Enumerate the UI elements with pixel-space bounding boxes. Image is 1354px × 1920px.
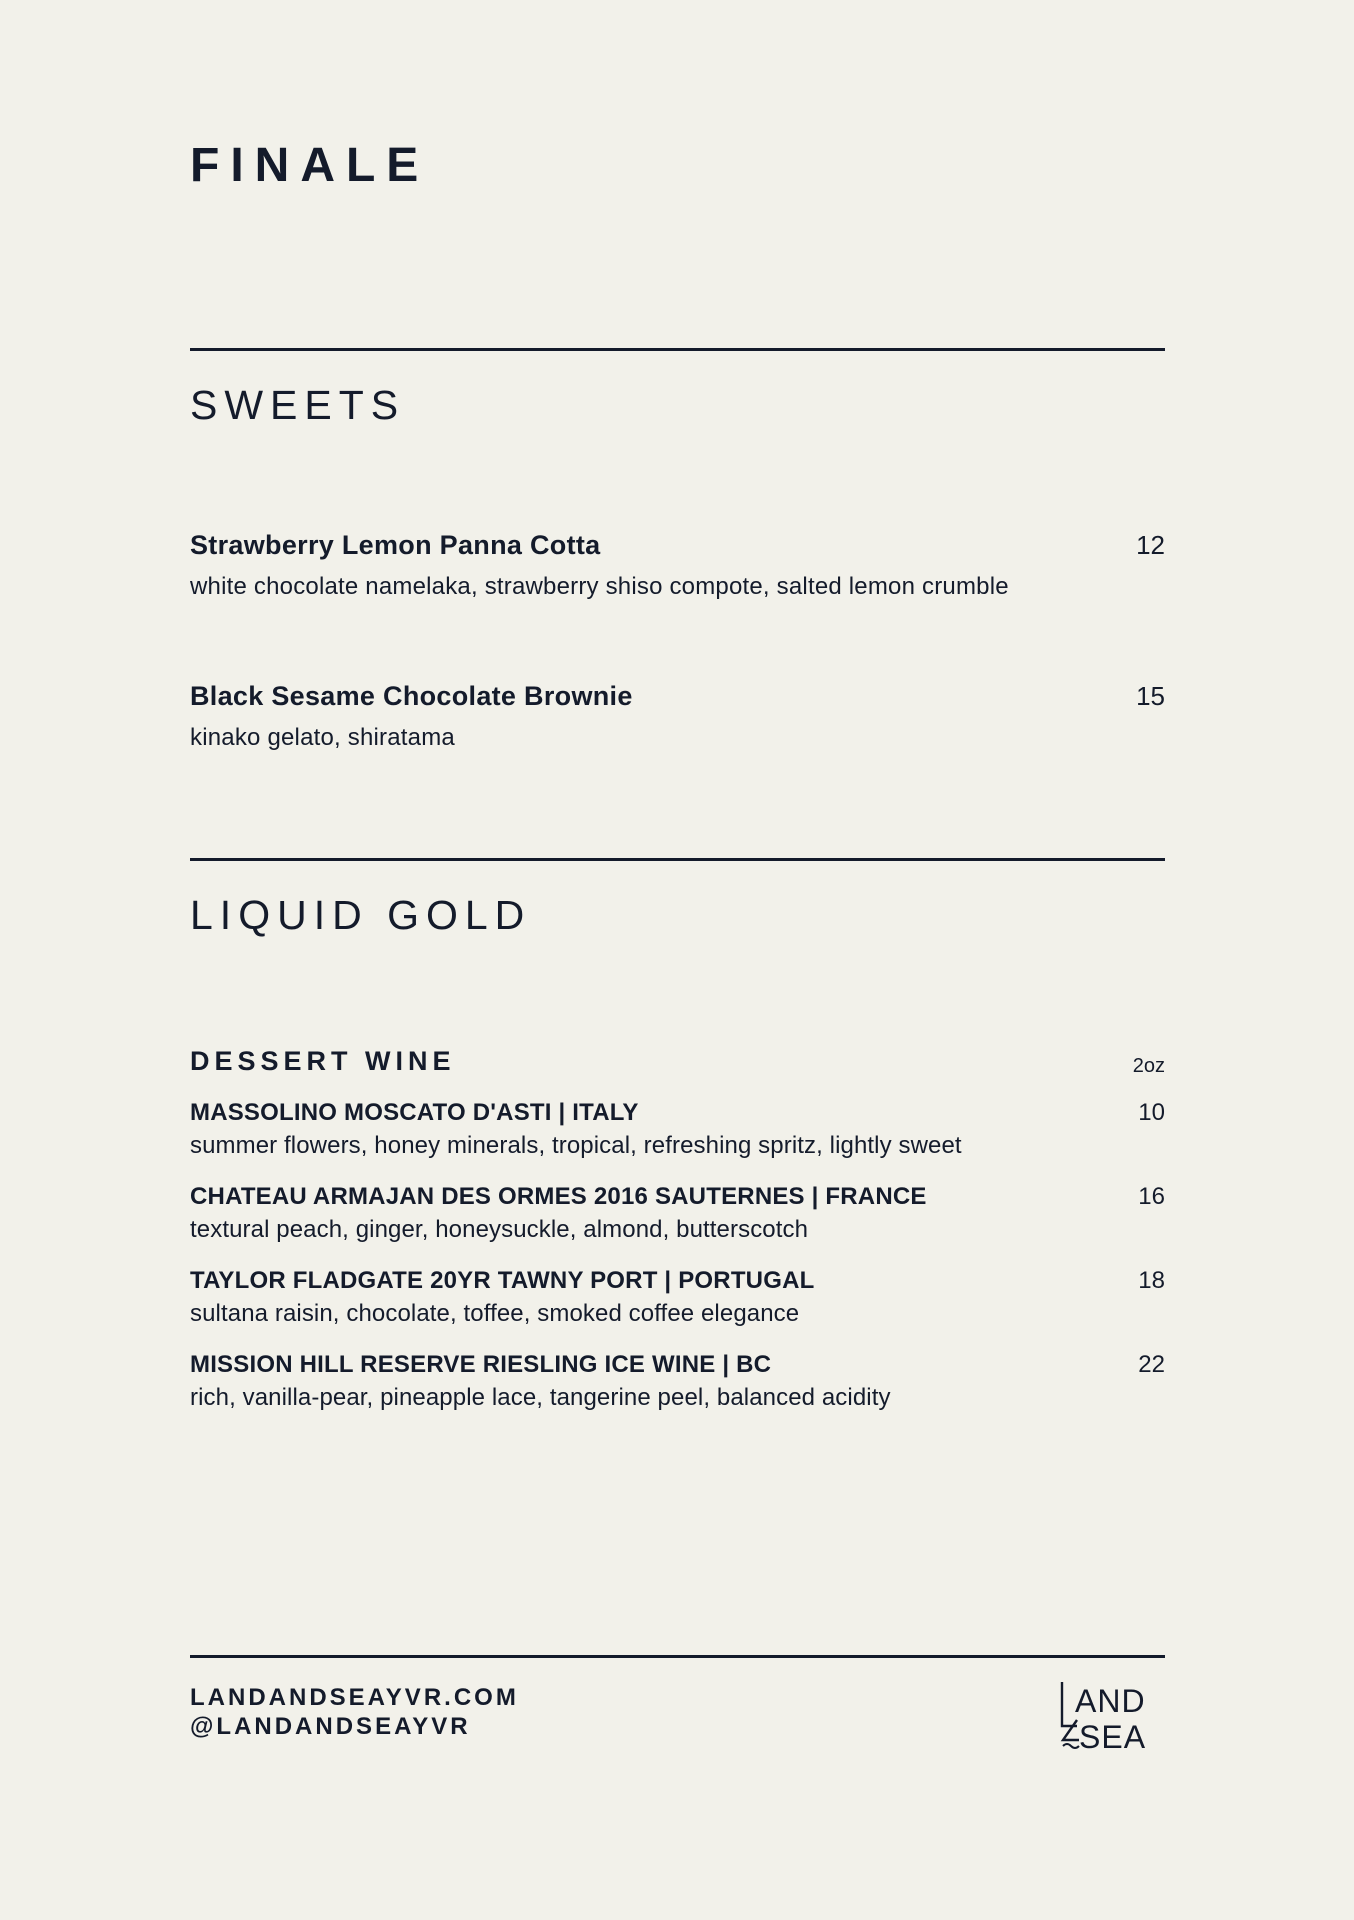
wine-item-name: MASSOLINO MOSCATO D'ASTI | ITALY (190, 1099, 639, 1126)
menu-item-price: 12 (1136, 530, 1165, 560)
wine-item-price: 22 (1138, 1351, 1165, 1378)
land-and-sea-logo (1057, 1680, 1165, 1752)
wine-item-description: summer flowers, honey minerals, tropical, refreshing spritz, lightly sweet (190, 1132, 962, 1159)
menu-page (190, 0, 1165, 1920)
menu-item-description: kinako gelato, shiratama (190, 724, 455, 751)
wine-item-price: 18 (1138, 1267, 1165, 1294)
menu-item-price: 15 (1136, 681, 1165, 711)
logo-text-top: AND (1075, 1683, 1146, 1719)
menu-item-name: Strawberry Lemon Panna Cotta (190, 530, 601, 560)
section-title-sweets: SWEETS (190, 382, 406, 428)
logo-text-bottom: SEA (1079, 1719, 1147, 1752)
menu-item (190, 678, 1165, 754)
wine-item-description: textural peach, ginger, honeysuckle, almond, butterscotch (190, 1216, 809, 1243)
website-link[interactable]: LANDANDSEAYVR.COM (190, 1684, 519, 1711)
wine-item (190, 1349, 1165, 1414)
section-title-liquid-gold: LIQUID GOLD (190, 892, 532, 938)
page-title: FINALE (190, 139, 430, 192)
serving-size-label: 2oz (1132, 1055, 1165, 1077)
footer-divider (190, 1655, 1165, 1658)
footer-contact (190, 1683, 519, 1741)
section-divider (190, 348, 1165, 351)
wine-item-price: 16 (1138, 1183, 1165, 1210)
section-divider (190, 858, 1165, 861)
menu-item-description: white chocolate namelaka, strawberry shiso compote, salted lemon crumble (190, 573, 1009, 600)
wine-item (190, 1265, 1165, 1330)
wine-item-description: sultana raisin, chocolate, toffee, smoked coffee elegance (190, 1300, 800, 1327)
wine-item-description: rich, vanilla-pear, pineapple lace, tangerine peel, balanced acidity (190, 1384, 891, 1411)
subsection-title-dessert-wine: DESSERT WINE (190, 1046, 456, 1076)
menu-item (190, 527, 1165, 603)
wine-item (190, 1181, 1165, 1246)
wine-item-name: MISSION HILL RESERVE RIESLING ICE WINE | BC (190, 1351, 772, 1378)
wine-item-name: CHATEAU ARMAJAN DES ORMES 2016 SAUTERNES | FRANCE (190, 1183, 927, 1210)
wine-item-price: 10 (1138, 1099, 1165, 1126)
wine-item (190, 1097, 1165, 1162)
menu-item-name: Black Sesame Chocolate Brownie (190, 681, 633, 711)
logo-mark-icon (1057, 1680, 1165, 1752)
social-handle[interactable]: @LANDANDSEAYVR (190, 1713, 471, 1740)
wine-item-name: TAYLOR FLADGATE 20YR TAWNY PORT | PORTUGAL (190, 1267, 815, 1294)
